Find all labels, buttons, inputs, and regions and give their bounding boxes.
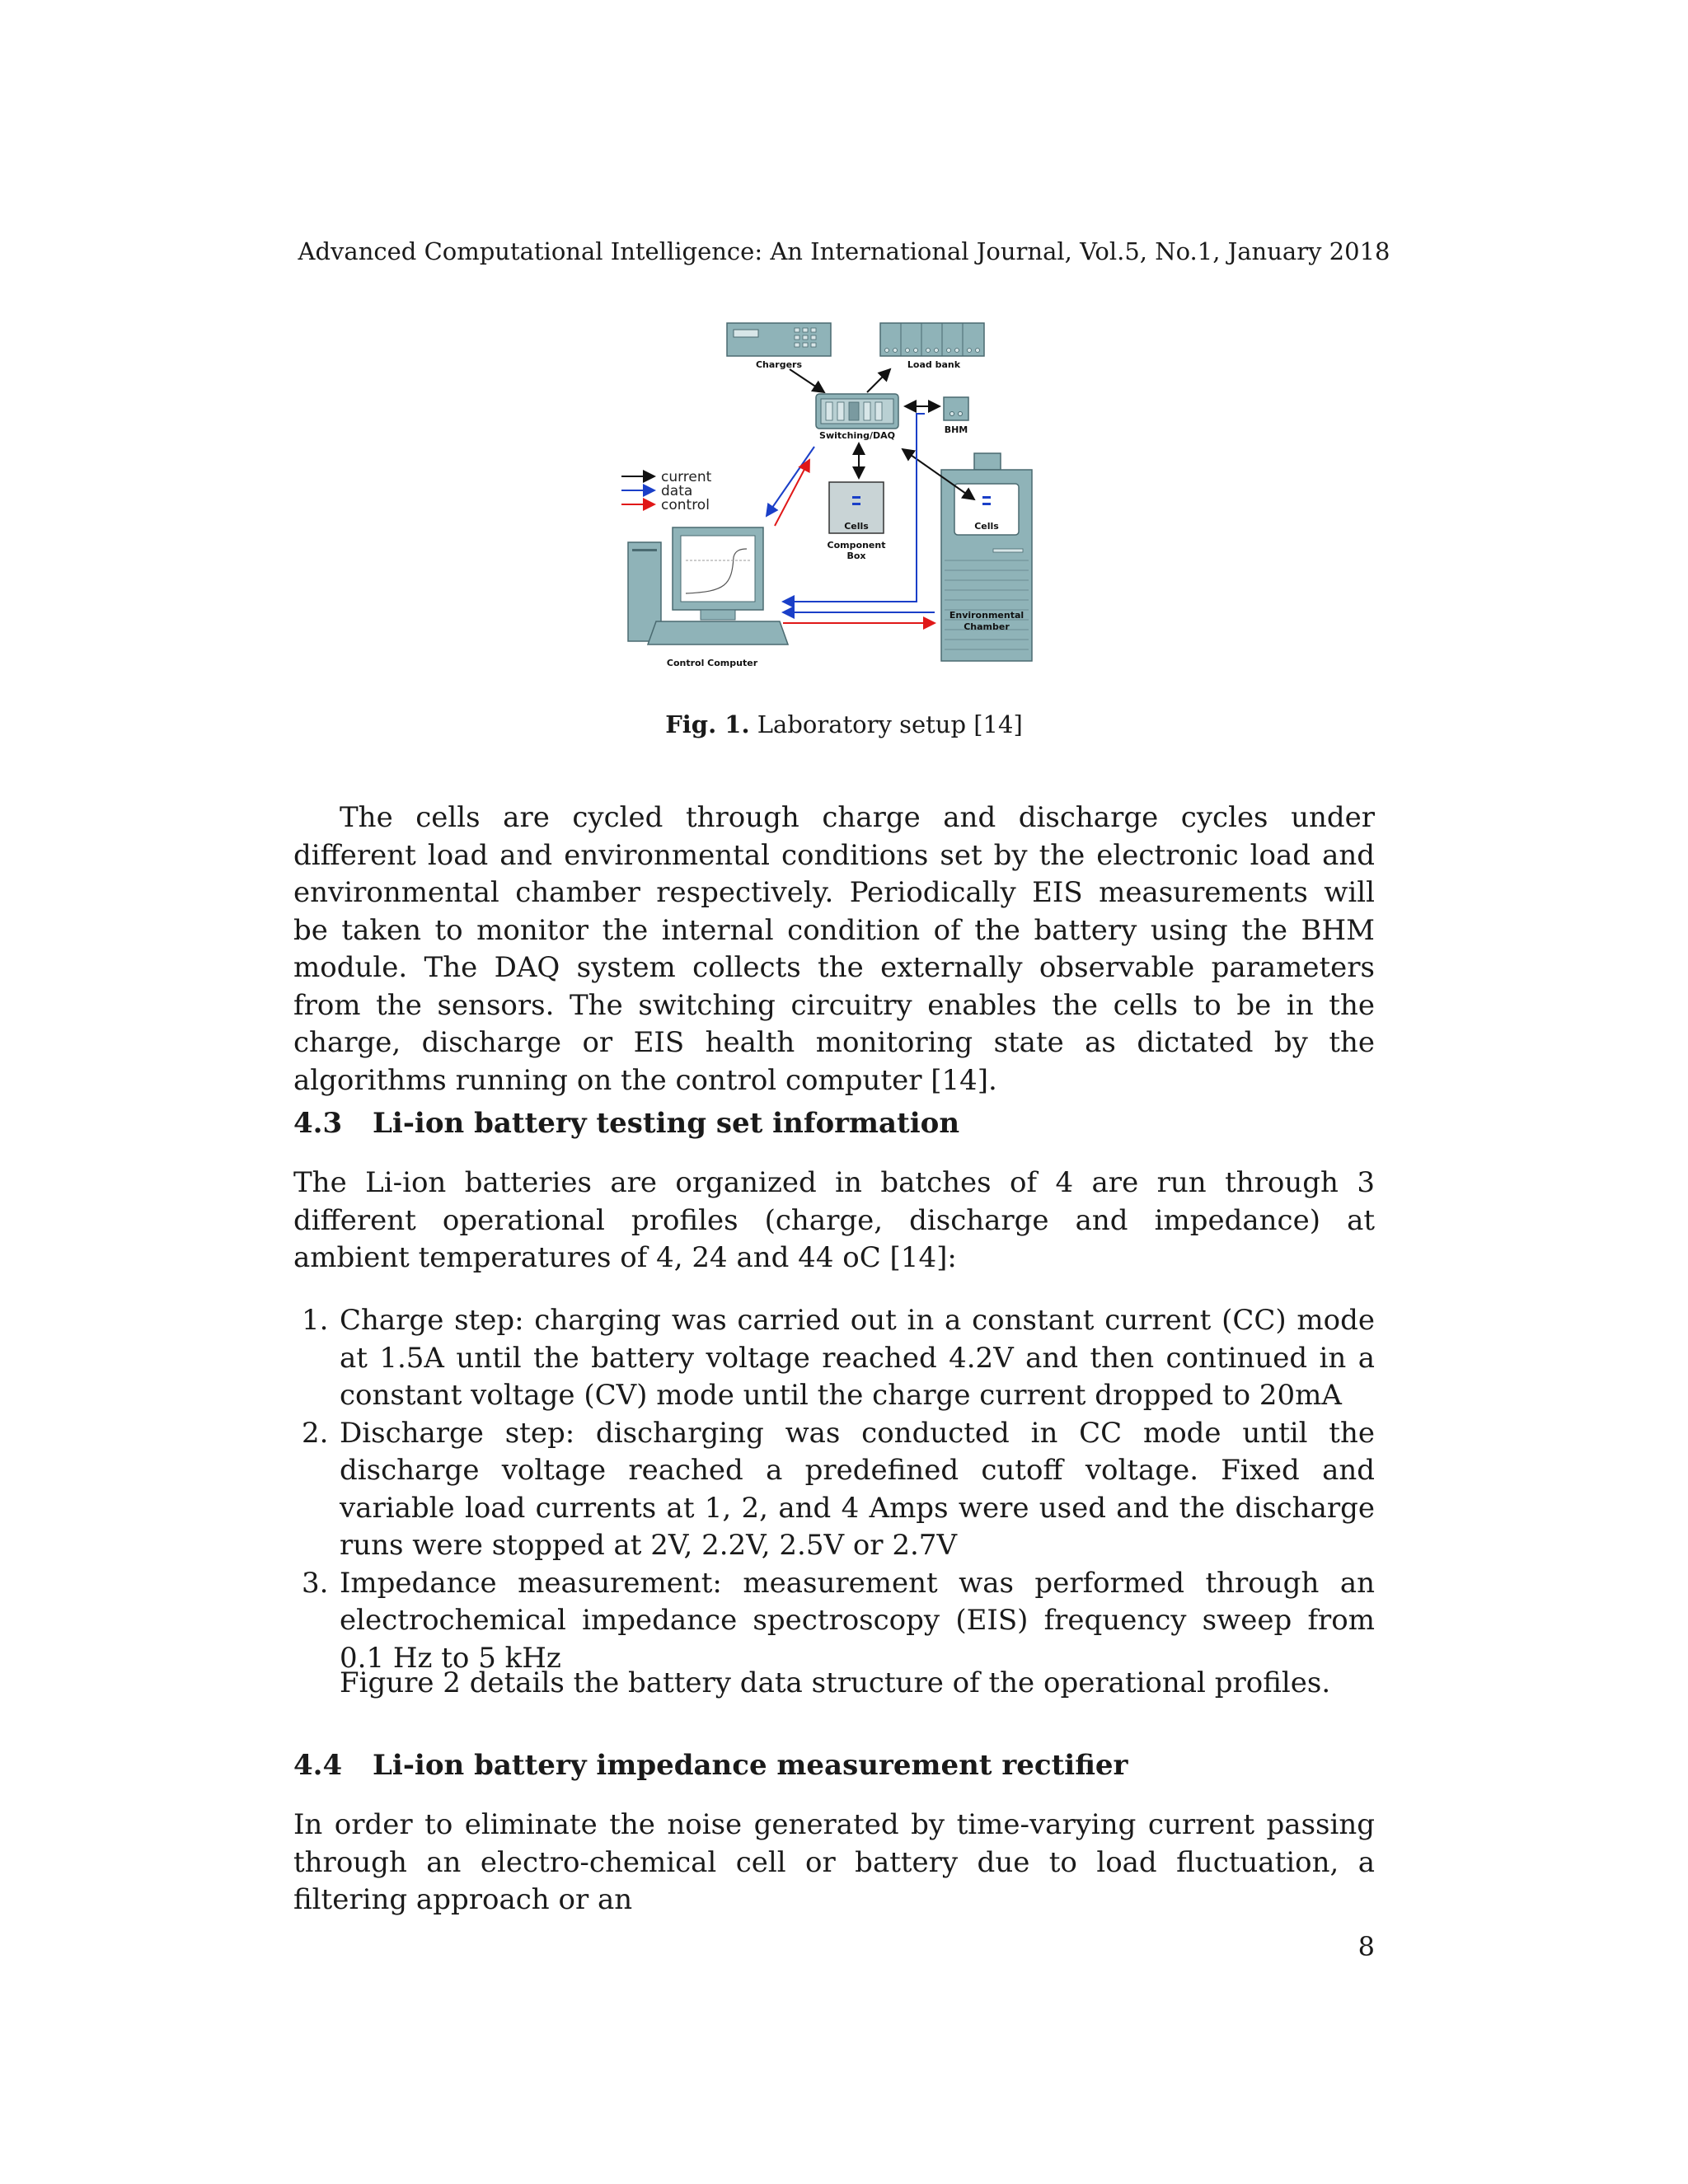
chamber-label: Chamber [964,621,1010,632]
list-number: 3. [302,1566,329,1600]
running-header: Advanced Computational Intelligence: An International Journal, Vol.5, No.1, January 2018 [298,237,1390,265]
chargers-label: Chargers [755,359,803,370]
paragraph-text: The cells are cycled through charge and discharge cycles under different load and environmental conditions set by the electronic load and environmental chamber respectively. Periodically EIS measurements will be taken to monitor the internal condition of the battery using the BHM module. The DAQ system collects the externally observable parameters from the sensors. The switching circuitry enables the cells to be in the charge, discharge or EIS health monitoring state as dictated by the algorithms running on the control computer [14]. [293,801,1375,1097]
caption-text: Laboratory setup [14] [757,710,1023,738]
numbered-list [293,1302,1375,1677]
body-paragraph-2 [293,1165,1375,1277]
box-label: Box [846,551,866,561]
switching-daq-label: Switching/DAQ [819,430,895,441]
control-computer-label: Control Computer [666,658,758,668]
caption-label: Fig. 1. [665,710,750,738]
list-text: Charge step: charging was carried out in a constant current (CC) mode at 1.5A until the battery voltage reached 4.2V and then continued in a constant voltage (CV) mode until the charge current dropped to 20mA [340,1304,1375,1412]
list-item [293,1565,1375,1678]
switching-daq-unit [816,394,898,429]
body-paragraph-3 [293,1807,1375,1919]
section-number: 4.4 [293,1749,343,1782]
control-computer [628,527,788,644]
list-number: 1. [302,1304,329,1337]
legend-control: control [661,497,710,513]
load-bank-label: Load bank [907,359,961,370]
bhm-unit [944,397,968,420]
figure-legend [621,476,654,504]
section-title: Li-ion battery testing set information [373,1107,960,1140]
body-paragraph-1 [293,799,1375,1099]
paragraph-text: In order to eliminate the noise generated by time-varying current passing through an electro-chemical cell or battery due to load fluctuation, a filtering approach or an [293,1808,1375,1916]
environmental-label: Environmental [949,610,1025,621]
chargers-unit [727,323,831,356]
section-number: 4.3 [293,1107,343,1140]
component-cells-label: Cells [844,521,869,532]
legend-current: current [661,469,712,485]
paragraph-text: The Li-ion batteries are organized in batches of 4 are run through 3 different operational profiles (charge, discharge and impedance) at ambient temperatures of 4, 24 and 44 oC [14]: [293,1166,1375,1274]
section-title: Li-ion battery impedance measurement rectifier [373,1749,1128,1782]
laboratory-setup-figure [618,313,1063,676]
component-label: Component [827,540,886,551]
section-heading-4-4 [293,1749,1128,1782]
figure-caption [0,710,1688,738]
figure-reference-line: Figure 2 details the battery data structure of the operational profiles. [340,1666,1331,1699]
chamber-cells-label: Cells [974,521,999,532]
section-heading-4-3 [293,1107,959,1140]
list-number: 2. [302,1416,329,1450]
list-item [293,1302,1375,1415]
list-item [293,1415,1375,1565]
page-number: 8 [1357,1931,1375,1962]
list-text: Discharge step: discharging was conducted in CC mode until the discharge voltage reached a predefined cutoff voltage. Fixed and variable load currents at 1, 2, and 4 Amps were used and the discharge runs were stopped at 2V, 2.2V, 2.5V or 2.7V [340,1416,1375,1562]
bhm-label: BHM [944,424,968,435]
legend-data: data [661,483,693,499]
list-text: Impedance measurement: measurement was performed through an electrochemical impedance spectroscopy (EIS) frequency sweep from 0.1 Hz to 5 kHz [340,1566,1375,1675]
load-bank-unit [880,323,984,356]
